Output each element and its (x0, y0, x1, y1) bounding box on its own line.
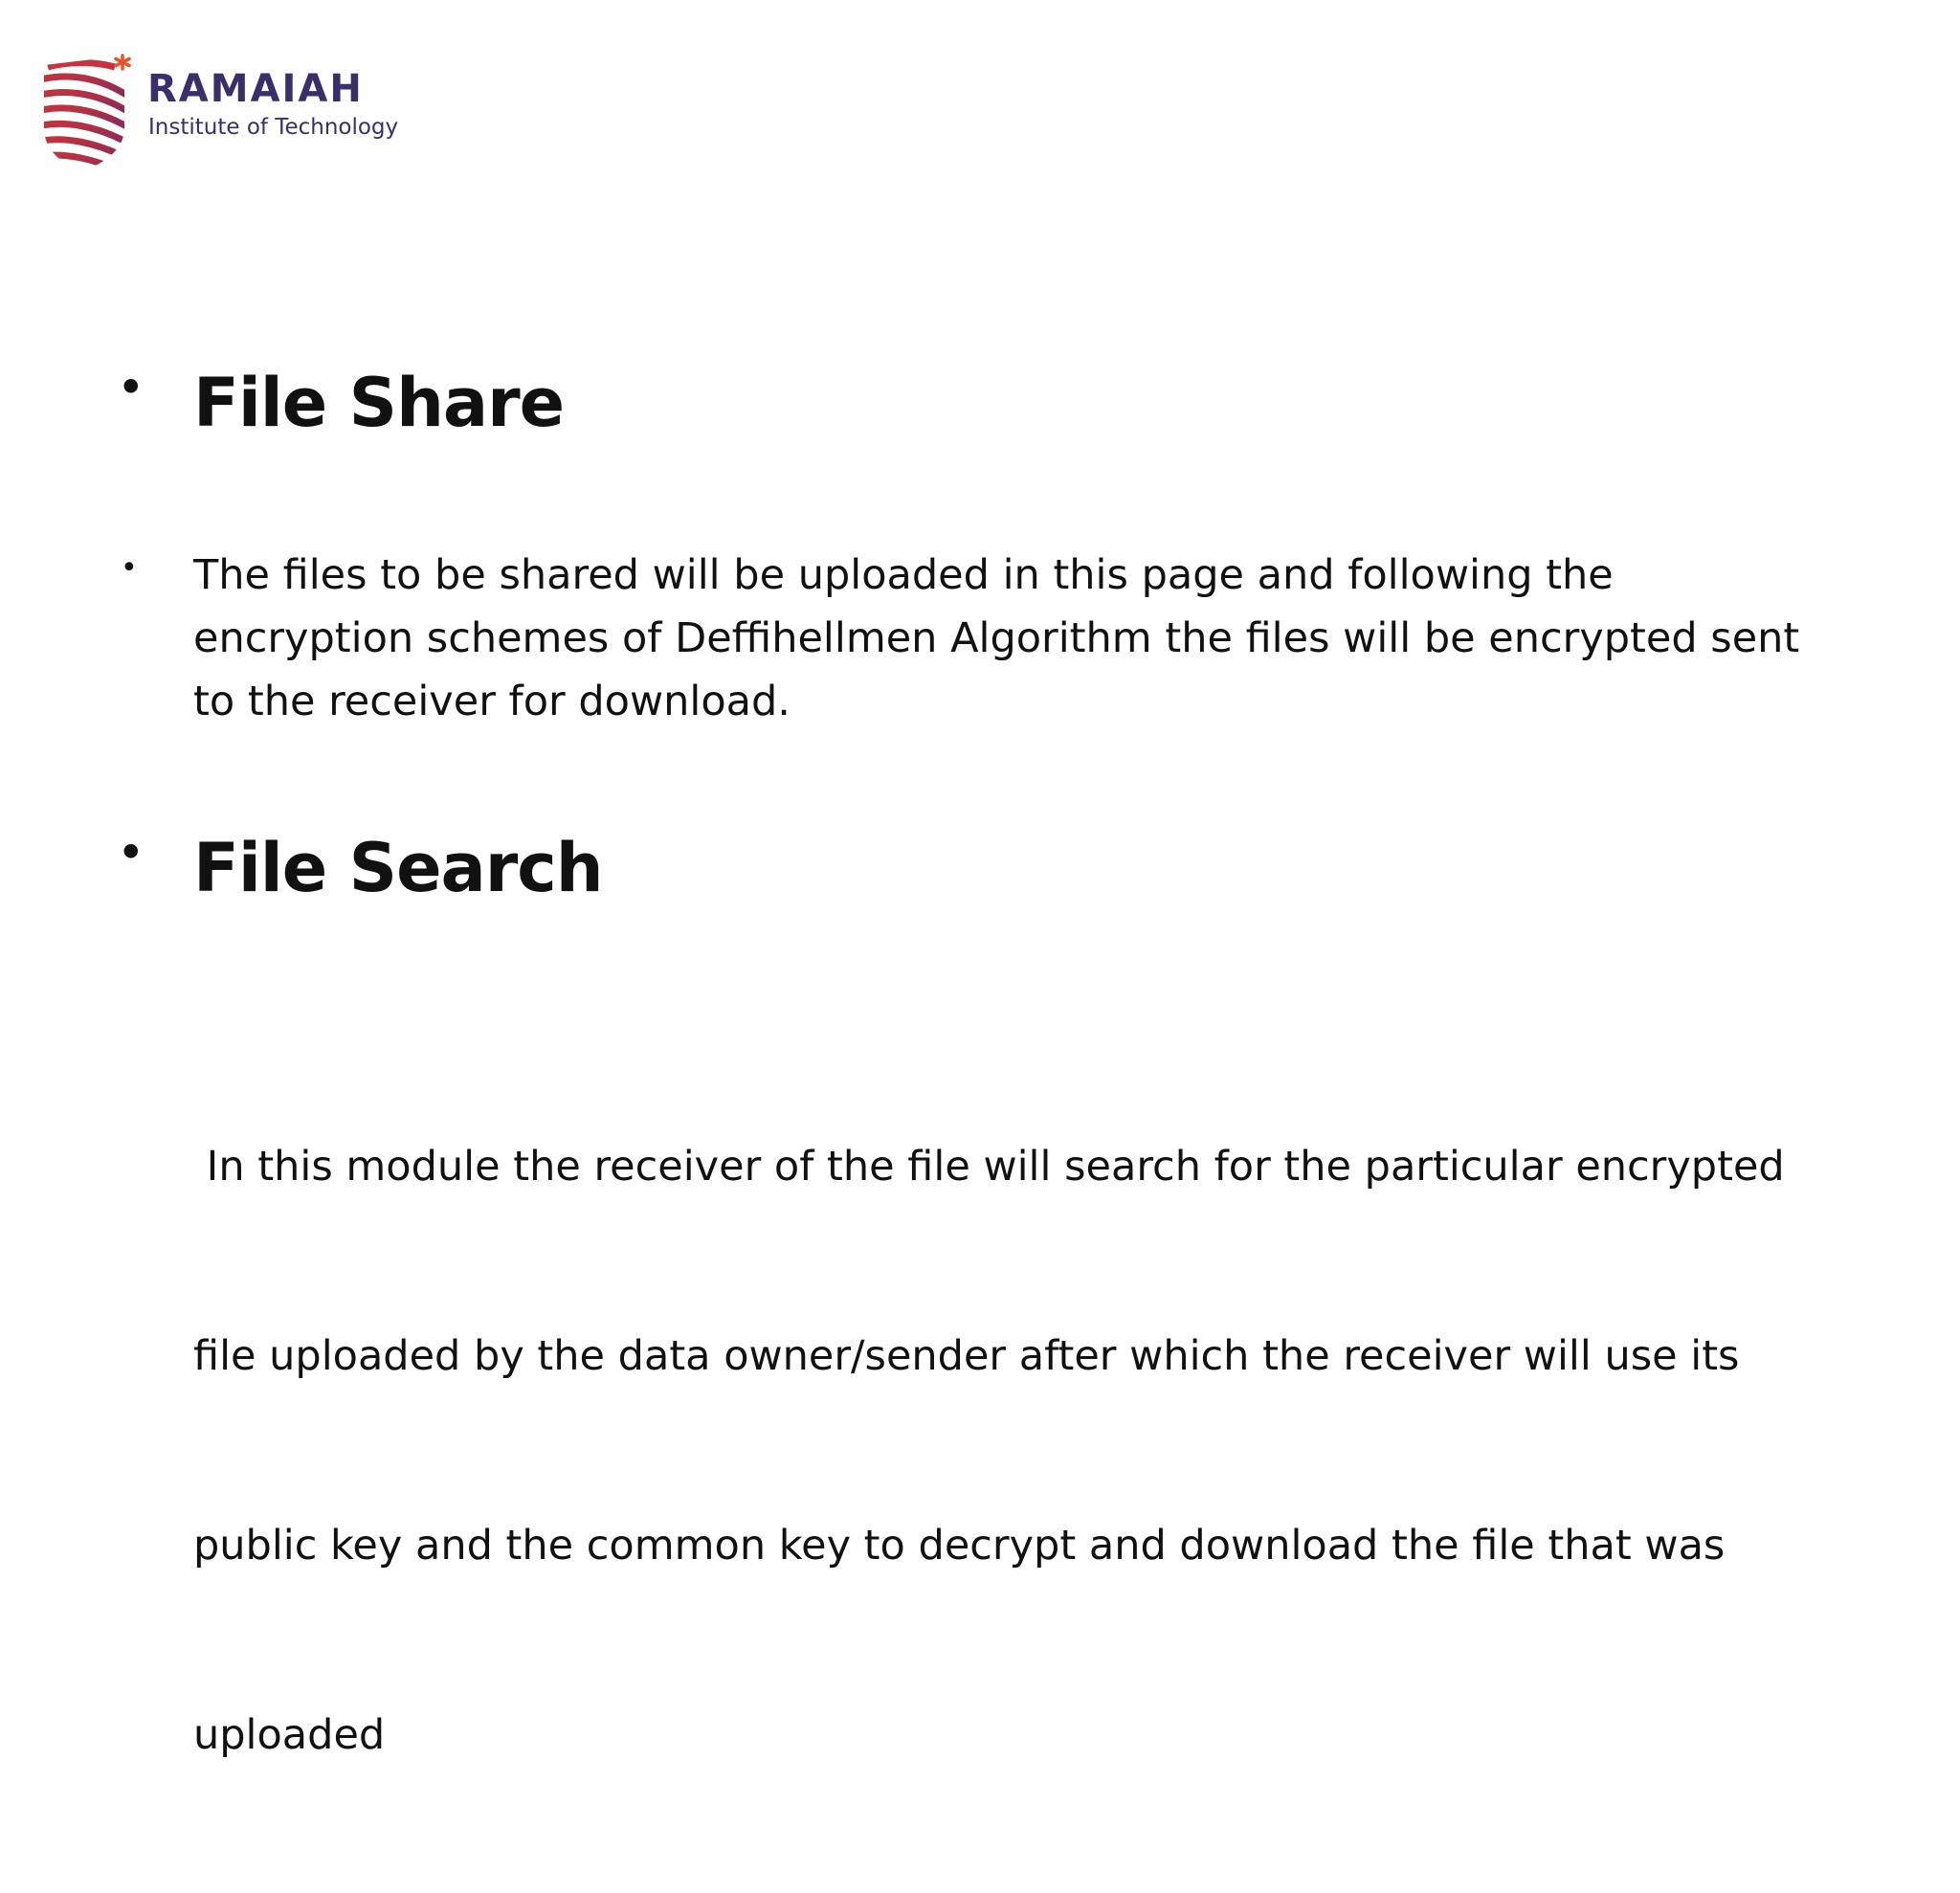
section-body-file-share (193, 544, 1878, 733)
body-line: uploaded (193, 1711, 386, 1759)
body-line: The files to be shared will be uploaded in this page and following the (193, 551, 1614, 599)
section-heading-file-share: File Share (193, 364, 565, 442)
body-line: In this module the receiver of the file will search for the particular encrypted (193, 1143, 1785, 1191)
body-line: to the receiver for download. (193, 678, 791, 725)
body-line: public key and the common key to decrypt and download the file that was (193, 1522, 1726, 1570)
section-body-file-search (193, 1009, 1878, 1893)
logo-name: RAMAIAH (147, 67, 364, 111)
bullet-icon: • (121, 551, 138, 585)
section-heading-file-search: File Search (193, 829, 603, 907)
ramaiah-shield-icon (40, 54, 132, 172)
logo-subtitle: Institute of Technology (148, 115, 399, 140)
body-line: encryption schemes of Deffihellmen Algorithm the files will be encrypted sent (193, 614, 1800, 662)
ramaiah-logo (40, 54, 442, 172)
bullet-icon: • (117, 360, 145, 415)
bullet-icon: • (117, 825, 145, 880)
body-line: file uploaded by the data owner/sender after which the receiver will use its (193, 1332, 1740, 1380)
